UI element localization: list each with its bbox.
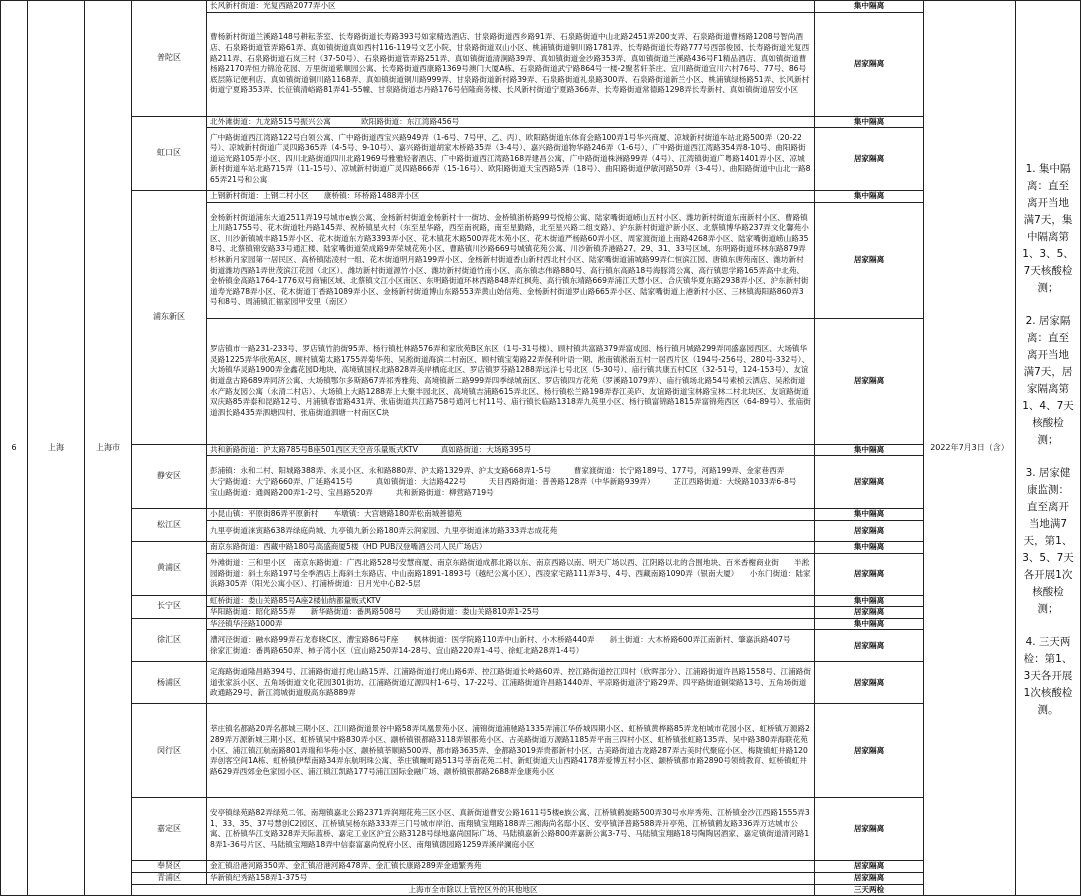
area-cell: 彭浦镇：永和二村、阳城路388弄、永灵小区、永和路880弄、沪太路1329弄、沪太支路668弄1-5号 曹家渡街道：长宁路189号、177号，河路199弄、金家巷西弄 大宁路街道：大宁路660弄、广延路415号 真如镇街道：大洁路422号 天目西路街道：普善路128弄（中华新路939弄） 芷江西路街道：大统路1033弄6-8号 宝山路街道：通阁路200弄1-2号、宝昌路520弄 共和新路街道：柳营路719号 <box>207 456 815 509</box>
table-row-footer <box>1 884 1081 896</box>
area-cell: 共和新路街道：沪太路785号B座501西区天空音乐量贩式KTV 真如路街道：大场路395号 <box>207 444 815 456</box>
table-row <box>1 509 1081 521</box>
area-cell: 北外滩街道：九龙路515号振兴公寓 欧阳路街道：东江湾路456号 <box>207 116 815 128</box>
table-row <box>1 704 1081 798</box>
control-type-cell: 集中隔离 <box>815 116 924 128</box>
area-cell: 漕河泾街道：融水路99弄石龙春晓C区、漕宝路86号F座 枫林街道：医学院路110弄中山新村、小木桥路440弄 斜土街道：大木桥路600弄江南新村、肇嘉浜路407号 徐家汇街道：番禺路650弄、柿子湾小区（宜山路250弄14-28号、宜山路220弄1-4号、徐虹北路28弄1-4号） <box>207 630 815 662</box>
district-cell: 徐汇区 <box>132 618 207 662</box>
rule-text: 2. 居家隔离：直至离开当地满7天，居家隔离第1、4、7天核酸检测； <box>1022 315 1074 447</box>
control-type-cell: 集中隔离 <box>815 595 924 607</box>
table-row <box>1 1 1081 13</box>
province-cell: 上海 <box>28 1 85 896</box>
control-type-cell: 居家隔离 <box>815 704 924 798</box>
control-type-cell: 居家隔离 <box>815 128 924 191</box>
district-cell: 闵行区 <box>132 704 207 798</box>
control-type-cell: 居家隔离 <box>815 861 924 873</box>
district-cell: 奉贤区 <box>132 861 207 873</box>
rule-text: 4. 三天两检：第1、3天各开展1次核酸检测。 <box>1023 636 1073 717</box>
area-cell: 上钢新村街道：上钢二村小区 康桥镇：环桥路1488弄小区 <box>207 191 815 203</box>
area-cell: 华泾镇华泾路1000弄 <box>207 618 815 630</box>
table-row <box>1 191 1081 203</box>
area-cell: 华新镇纪秀路158弄1-375号 <box>207 872 815 884</box>
district-cell: 浦东新区 <box>132 191 207 445</box>
control-type-cell: 居家隔离 <box>815 662 924 704</box>
control-type-cell: 居家隔离 <box>815 553 924 595</box>
date-cell: 2022年7月3日（含） <box>924 1 1016 896</box>
control-type-cell: 居家隔离 <box>815 12 924 116</box>
area-cell: 广中路街道西江湾路122号白领公寓、广中路街道西宝兴路949弄（1-6号、7号甲、乙、丙）、欧阳路街道东体育会路100弄1号华兴商厦、凉城新村街道车站北路500弄（20-22号）、凉城新村街道广灵四路365弄（4-5号、9-10号）、嘉兴路街道胡家木桥路35弄（3-4号）、嘉兴路街道物华路246弄（1-6号）、广中路街道西江湾路354弄8-10号、曲阳路街道运光路105弄小区、四川北路街道四川北路1969号雅雅轻奢酒店、广中路街道西江湾路168弄建昌公寓、广中路街道株洲路99弄（4号）、江湾镇街道广粤路1401弄小区、凉城新村街道车站北路715弄（11-15号）、凉城新村街道广灵四路866弄（15-16号）、欧阳路街道天宝西路5弄（18号）、曲阳路街道伊敏河路50弄（3-4号）、曲阳路街道中山北一路865弄21号和公寓 <box>207 128 815 191</box>
district-cell: 嘉定区 <box>132 798 207 861</box>
table-row <box>1 861 1081 873</box>
area-cell: 长风新村街道：光复西路2077弄小区 <box>207 1 815 13</box>
footer-type-cell: 三天两检 <box>815 884 924 896</box>
table-row <box>1 798 1081 861</box>
control-type-cell: 集中隔离 <box>815 541 924 553</box>
table-row <box>1 595 1081 607</box>
table-row <box>1 444 1081 456</box>
control-type-cell: 集中隔离 <box>815 509 924 521</box>
control-type-cell: 集中隔离 <box>815 444 924 456</box>
area-cell: 莘庄镇名都路20弄名都城三期小区、江川路街道景谷中路58弄凤凰景苑小区、浦锦街道浦驰路1335弄浦江华侨城四期小区、虹桥镇黄桦路85弄龙柏城市花园小区、虹桥镇万源路2289弄万源新城三期小区、虹桥镇吴中路830弄小区、颛桥镇银都路3118弄银都苑小区、古美路街道万源路1185弄平南三四村小区、虹桥镇张虹路135弄、吴中路380弄海联花苑小区、浦江镇江航南路801弄瑞和华苑小区、颛桥镇莘顺路500弄、都市路3635弄、金都路3019弄贵都新村小区、古美路街道古龙路287弄古美时代聚庭小区、梅陇镇虹井路120弄创客空间1A栋、虹桥镇伊犁南路34弄东航明珠公寓、莘庄镇疃町路513号莘南花苑二村、新虹街道天山西路4178弄爱博五村小区、颛桥镇都市路2890号领绮教育、虹桥镇虹井路629弄西郊金色家园小区、浦江镇江凯路177号浦江国际金融广场、颛桥镇银都路2688弄金康苑小区 <box>207 704 815 798</box>
area-cell: 金汇镇沿港河路350弄、金汇镇沿港河路478弄、金汇镇长康路289弄金通繁秀苑 <box>207 861 815 873</box>
table-row <box>1 662 1081 704</box>
table-row <box>1 618 1081 630</box>
control-type-cell: 集中隔离 <box>815 1 924 13</box>
row-number: 6 <box>1 1 28 896</box>
district-cell: 松江区 <box>132 509 207 542</box>
area-cell: 小昆山镇：平原街86弄平原新村 车墩镇：大宫塘路180弄松南城善德苑 <box>207 509 815 521</box>
district-cell: 黄浦区 <box>132 541 207 595</box>
control-type-cell: 居家隔离 <box>815 456 924 509</box>
control-type-cell: 居家隔离 <box>815 607 924 619</box>
district-cell: 静安区 <box>132 444 207 509</box>
area-cell: 南京东路街道：西藏中路180号高盛商厦5楼（HD PUB汉登嘴酒公司人民广场店） <box>207 541 815 553</box>
rule-text: 1. 集中隔离：直至离开当地满7天，集中隔离第1、3、5、7天核酸检测； <box>1022 163 1074 295</box>
area-cell: 华阳路街道：昭化路55弄 新华路街道：番禺路508号 天山路街道：娄山关路810弄1-25号 <box>207 607 815 619</box>
table-row <box>1 541 1081 553</box>
area-cell: 外滩街道：三和里小区 南京东路街道：广西北路528号安慧商厦、南京东路街道成都北路以东、南京西路以南、明天广场以西、江阴路以北的合围地块、百米香榭商业街 半淞园路街道：斜土东路197号全季酒店上海斜土东路店、中山南路1891-1893号（越纪公寓小区）、西凌家宅路111弄3号、4号、西藏南路1090弄（银南大厦） 小东门街道：陆家浜路305弄（阳光公寓小区）、打浦桥街道：日月光中心B2-5层 <box>207 553 815 595</box>
city-cell: 上海市 <box>85 1 132 896</box>
area-cell: 曹杨新村街道兰溪路148号耕耘茶室、长寿路街道长寿路393号如家精选酒店、甘泉路街道西乡路91弄、石泉路街道中山北路2451弄200支弄、石泉路街道曹杨路1208号智尚酒店、石泉路街道管弄路61弄、真如镇街道真如西村116-119号文艺小院、甘泉路街道双山小区、桃浦镇街道铜川路1781弄、长寿路街道长寿路777号西部俊园、长寿路街道光复西路211弄、石泉路街道石岚三村（37-50号）、石泉路街道管弄路251弄、真如镇街道清涧路39弄、真如镇街道金沙路353弄、真如镇街道兰溪路436号F1精品酒店、真如镇街道曹杨路2170弄恒力锦沧花园、万里街道紫顺园公寓、长寿路街道西康路1369号澳门大厦A栋、石泉路街道武宁路864号一楼-2聚茗轩茶庄、宜川路街道宜川六村76号、77号、86号底层陈记便利店、真如镇街道铜川路1168弄、真如镇街道铜川路999弄、甘泉路街道新村路39弄、石泉路街道礼泉路300弄、石泉路街道新兰小区、桃浦镇绿杨路51弄、长风新村街道宁夏路353弄、长征镇清峪路81弄41-55幢、甘泉路街道志丹路176号佰隆商务楼、长风新村街道宁夏路366弄、长寿路街道常德路1298弄长寿新村、真如镇街道居安小区 <box>207 12 815 116</box>
control-type-cell: 集中隔离 <box>815 191 924 203</box>
control-type-cell: 居家隔离 <box>815 630 924 662</box>
area-cell: 金杨新村街道浦东大道2511弄19号城市e族公寓、金杨新村街道金杨新村十一街坊、金桥镇浙桥路99号悦榕公寓、陆家嘴街道崂山五村小区、潍坊新村街道东南新村小区、曹路镇上川路1755号、花木街道牡丹路145弄、祝桥镇星火村（东至星华路，西至南祝路，南至星勤路，北至星兴路二组支路）、沪东新村街道沪新小区、北蔡镇博华路237弄文化馨苑小区、川沙新镇城丰路15弄小区、花木街道东方路3393弄小区、花木镇花木路500弄花木苑小区、花木街道严杨路60弄小区、周家渡街道上南路4268弄小区、陆家嘴街道崂山路358号、北蔡镇锦安路33号通汇楼、陆家嘴街道荣成路9弄荣城花苑小区、曹路镇川沙路669号城镇花苑公寓、川沙新镇乔港路27、29、31、33号区域、东明路街道环林东路879弄杉林新月家园第一居民区、高桥镇陆凌村一组、花木街道明月路199弄小区、金杨新村街道香山新村西北村小区、陆家嘴街道浦城路99弄仁恒滨江园、唐镇东唐苑南区、潍坊新村街道潍坊西路1弄世茂滨江花园（北区）、潍坊新村街道源竹小区、潍坊新村街道竹南小区、高东镇志伟路880号、高行镇东高路18号海豚湾公寓、高行镇思学路165弄高中北苑、金桥镇金高路1764-1776双号商铺区域、北蔡镇文江小区南区、东明路街道环林西路848弄红枫苑、高行镇东靖路669弄浦江天慧小区、合庆镇华夏东路2938弄小区、沪东新村街道寿光路78弄小区、花木街道丁香路1089弄小区、金杨新村街道博山东路553弄黄山始信苑、金杨新村街道罗山路665弄小区、陆家嘴街道上港新村小区、三林镇海阳路860弄3号和8号、周浦镇汇福家园甲安里（南区） <box>207 202 815 318</box>
district-cell: 青浦区 <box>132 872 207 884</box>
control-type-cell: 居家隔离 <box>815 520 924 541</box>
control-type-cell: 居家隔离 <box>815 798 924 861</box>
control-type-cell: 居家隔离 <box>815 872 924 884</box>
area-cell: 虹桥街道：娄山关路85号A座2楼仙纳都量贩式KTV <box>207 595 815 607</box>
footer-area-cell: 上海市全市除以上管控区外的其他地区 <box>132 884 815 896</box>
area-cell: 罗店镇市一路231-233号、罗店镇竹韵街95弄、杨行镇杜林路576弄和家欣苑B区东区（1号-31号楼）、顾村镇共富路379弄富成园、杨行镇月城路299弄同盛嘉园西区、大场镇华灵路1225弄华欣苑A区、顾村镇菊太路1755弄菊华苑、吴淞街道海滨二村南区、顾村镇宝菊路22弄保利叶语一期、淞南镇淞南五村一居西片区（194号-256号、280号-332号）、大场镇华灵路1900弄金鑫花园D地块、高境镇国权北路828弄美岸栖庭北区、罗店镇罗芬路1288弄远洋七号北区（5-30号）、庙行镇共康五村C区（32-51号，124-153号）、友谊街道盘古路689弄同济公寓、大场镇鄂尔多斯路67弄祁秀雅苑、高境镇新二路999弄四季绿城南区、罗店镇四方花苑（罗溪路1079弄）、庙行镇场北路54号素桢云洒店、吴淞街道水产路友园公寓（永清二村店）、大场镇上大路1288弄上大聚丰园北区、高境镇吉浦路615弄北区、杨行镇松兰路198弄春江美庐、友谊路街道宝林路宝林二村北块区、友谊路街道双庆路85弄泰和昆路12号、月浦镇春雷路431弄、张庙街道共江路758号通河七村11号、庙行镇长临路1318弄九英里小区、杨行镇富锦路1815弄富锦苑西区（64-89号）、张庙街道泗长路435弄泗塘四村、张庙街道泗塘一村南区C块 <box>207 318 815 444</box>
rule-text: 3. 居家健康监测：直至离开当地满7天，第1、3、5、7天各开展1次核酸检测； <box>1022 467 1074 616</box>
control-type-cell: 集中隔离 <box>815 618 924 630</box>
district-cell: 虹口区 <box>132 116 207 191</box>
table-row <box>1 116 1081 128</box>
area-cell: 安亭镇绿苑路82弄绿苑二邻、南翔镇嘉北公路2371弄润翔花苑三区小区、真新街道曹安公路1611号5楼e族公寓、江桥镇鹤旋路500弄30号水岸秀苑、江桥镇金沙江西路1555弄31、33、35、37号慧创C2园区、江桥镇吴杨东路333弄三门号城市岸泊、南翔镇宝翔路188弄三湘海尚名邸小区、安亭镇泽普路588弄升亭苑、江桥镇鹤友路336弄万达城市公寓、江桥镇华江支路328弄天际蓝桥、嘉定工业区沪宜公路3128号绿地嘉尚国际广场、马陆镇嘉新公路800弄嘉新公寓3-7号、马陆镇宝翔路18号陶陶居酒家、嘉定镇街道清河路18弄1-36号片区、马陆镇宝翔路18弄中信泰富嘉尚悦府小区、南翔镇德园路1259弄溪岸澜庭小区 <box>207 798 815 861</box>
control-type-cell: 居家隔离 <box>815 202 924 318</box>
district-cell: 杨浦区 <box>132 662 207 704</box>
rules-cell <box>1016 1 1081 896</box>
table-row <box>1 872 1081 884</box>
district-cell: 长宁区 <box>132 595 207 618</box>
area-cell: 九里亭街道涞寅路638弄绿庭尚城、九亭镇九新公路180弄云润家园、九里亭街道涞坊路333弄志成花苑 <box>207 520 815 541</box>
district-cell: 普陀区 <box>132 1 207 117</box>
area-cell: 定海路街道隆昌路394号、江浦路街道打虎山路15弄、江浦路街道打虎山路6弄、控江路街道长岭路60弄、控江路街道控江四村（欣晖部分）、江浦路街道许昌路1558号、江浦路街道张家浜小区、五角场街道文化花园301街坊、江浦路街道辽源四村1-6号、17-22号、江浦路街道许昌路1440弄、平凉路街道济宁路29弄、四平路街道铜梁路13号、五角场街道政通路29号、新江湾城街道殷高东路889弄 <box>207 662 815 704</box>
control-type-cell: 居家隔离 <box>815 318 924 444</box>
